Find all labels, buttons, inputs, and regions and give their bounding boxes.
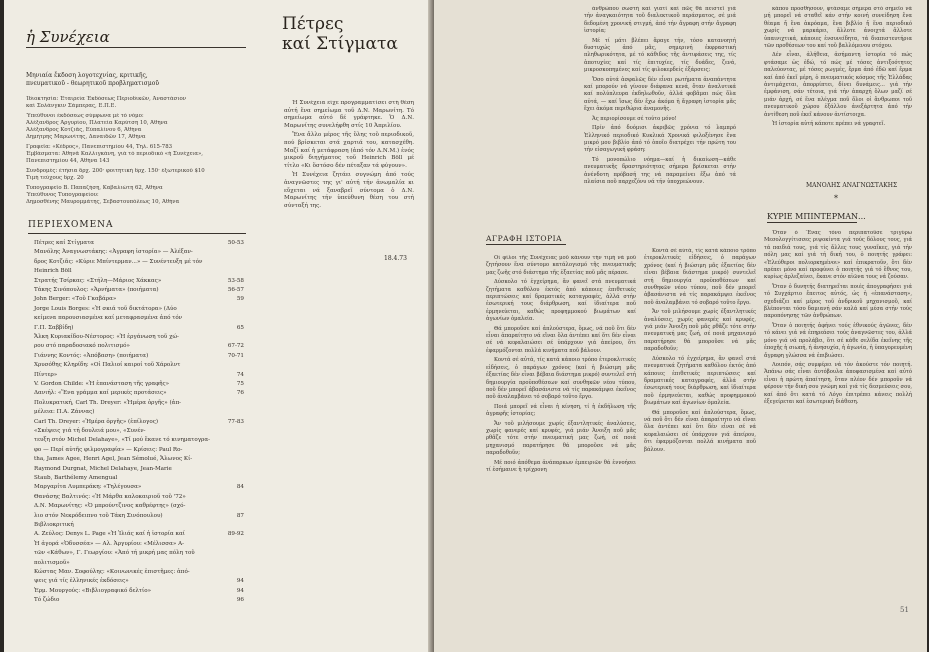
info-line: Πανεπιστημίου 44, Ἀθήνα 143 bbox=[26, 158, 110, 164]
toc-entry-page: 67-72 bbox=[227, 343, 244, 350]
toc-entry-text: Α. Ζεύλος: Denys L. Page «Ἡ Ἰλιάς καί ἡ ἱστορία καί bbox=[34, 531, 185, 538]
paragraph: Ὅταν ὁ ποιητής ἀφήνει τούς ἐθνικούς ἀγῶνες, δέν τό κάνει γιά νά ἐπηρεάσει τούς ἀναγνῶστες του, ἀλλά μόνο γιά νά προλάβει, ὅτι σέ κάθε σελίδα ἐκεῖνης τῆς ἐποχῆς ἡ σιωπή, ἡ ἀνησυχία, ἡ ἀγωνία, ἡ ὑπαγορευμένη ἄγραφη γλώσσα νά ἐπιβιώσει. bbox=[764, 322, 912, 359]
paragraph: κάπου προσθήσουν, φτάσαμε σήμερα στό σημεῖο νά μή μπορεῖ νά σταθεῖ κάν στήν κοινή συνείδηση ἕνα θέαμα ἤ ἕνα ἀκρόαμα, ἕνα βιβλίο ἤ ἕνα περιοδικό χωρίς νά μαρκάρει, ἄλλοτε ἀνοιχτά ἄλλοτε ὑπαινιχτικά, κάποιες ἐνσυνείδητα, τά διαπιστευτήρια τῶν προθέσεων του καί τοῦ βαλλόμενου στόχου. bbox=[764, 6, 912, 50]
toc-entry-text: κείμενα παρουσιασμένα καί μεταφρασμένα ἀπό τόν bbox=[34, 315, 183, 322]
toc-entry-text: Κώστας Μαν. Σοφούλης: «Κοινωνικές ἐπιστῆμες: ἀπό- bbox=[34, 569, 190, 575]
toc-entry bbox=[34, 550, 244, 557]
subtitle-line: πνευματικοῦ - θεωρητικοῦ προβληματισμοῦ bbox=[26, 80, 159, 87]
toc-entry-text: Τό ζώδιο bbox=[34, 597, 60, 604]
paragraph: Ὅσο αὐτά ἀσφαλῶς δέν εἶναι ρωτήματα ἀναπάντητα καί μπορούν νά γίνουν διάφανα κενά, ὅταν ἀναλυτικά καί πολύπλευρα ἐκδηλωθοῦν, ἀλλά φοβᾶμαι πώς ὅλα αὐτά, — καί ἴσως δέν ἔχω ἀκόμα ἡ ἄγραφη ἱστορία μᾶς ἔχει ἀκόμα περιθώρια ἀναμονῆς. bbox=[584, 76, 736, 113]
toc-entry bbox=[34, 249, 244, 256]
toc-entry-page: 84 bbox=[236, 484, 244, 491]
toc-entry-text: λιο στόν Νεκρόδειπνο τοῦ Τάκη Σινόπουλου) bbox=[34, 512, 163, 519]
toc-entry bbox=[34, 484, 244, 491]
toc-entry-text: Στρατής Τσίρκας: «Στήλη—Μάριος Χάκκας» bbox=[34, 277, 162, 284]
toc-entry bbox=[34, 513, 244, 520]
toc-entry-page: 70-71 bbox=[227, 352, 244, 359]
info-line: Δημήτρης Μαρωνίτης, Δαναιδῶν 17, Ἀθήνα bbox=[26, 134, 146, 140]
toc-entry-text: Μανόλης Ἀναγνωστάκης: «Ἀγραφη ἱστορία» — Ἀλέξαν- bbox=[34, 249, 193, 256]
toc-entry-text: πολιτισμοῦ» bbox=[34, 559, 70, 566]
toc-entry-text: ψεις γιά τίς ἑλληνικές ἐκδόσεις» bbox=[34, 578, 129, 585]
info-line: Ἰδιοκτησία: Ἑταιρεία Ἐκδόσεως Περιοδικῶν, Ἀναστάσιον bbox=[26, 96, 186, 102]
toc-heading: ΠΕΡΙΕΧΟΜΕΝΑ bbox=[28, 220, 114, 230]
toc-entry-text: Μαργαρίτα Λυμπεράκη: «Τηλέγουσα» bbox=[34, 484, 142, 491]
toc-entry-page: 89-92 bbox=[227, 531, 244, 538]
toc-entry bbox=[34, 494, 244, 501]
feature-title bbox=[282, 14, 398, 54]
info-line: Ὑπεύθυνοι ἐκδόσεως σύμφωνα μέ τό νόμο: bbox=[26, 113, 144, 119]
info-line: Συνδρομές: ἐτήσια δρχ. 200· φοιτητική δρχ. 150· ἐξωτερικοῦ $10 bbox=[26, 168, 205, 174]
toc-entry bbox=[34, 578, 244, 585]
toc-entry-text: ρου στό παραδοσιακό πολιτισμό» bbox=[34, 343, 130, 350]
toc-entry bbox=[34, 287, 244, 294]
toc-entry bbox=[34, 400, 244, 407]
toc-entry bbox=[34, 259, 244, 266]
subhead: ΚΥΡΙΕ ΜΠΙΝΤΕΡΜΑΝ... bbox=[767, 212, 866, 221]
toc-entry-text: τευξη στόν Michel Delahaye», «Τί μού ἔκανε τό κινηματογρα- bbox=[34, 437, 211, 444]
toc-entry bbox=[34, 372, 244, 379]
toc-entry bbox=[34, 390, 244, 397]
toc-entry-text: Θανάσης Βαλτινός: «Ἡ Μάρθα καλοκαιριοῦ τοῦ '72» bbox=[34, 493, 186, 500]
paragraph: Ἄν τοῦ μιλήσουμε χωρίς ἐξαντλητικές ἀναλύσεις, χωρίς φανερές καί κρυφές, γιά μιάν Ἀνοιξη ποῦ μᾶς ρθᾶζε τότε στήν πνευματική μας ζωή, σέ ποιά μηχανισμό παρατήρησε θά μποροῦσε νά μᾶς παραδοθοῦν; bbox=[486, 420, 636, 457]
column-1-top bbox=[584, 6, 736, 226]
paragraph: Ἡ ἱστορία αὐτή κάποτε πρέπει νά γραφτεῖ. bbox=[772, 121, 886, 128]
toc-entry bbox=[34, 447, 244, 454]
toc-entry bbox=[34, 428, 244, 435]
info-line: Ἀλέξανδρος Κοτζιᾶς, Εὐπαλίνου 6, Ἀθήνα bbox=[26, 127, 142, 133]
toc-entry-text: Ἄλκη Κυριακίδου-Νέστορος: «Ἡ ἐργάνωση τοῦ χώ- bbox=[34, 334, 179, 340]
column-2-top bbox=[764, 6, 912, 174]
toc-entry bbox=[34, 569, 244, 576]
section-asterisk: * bbox=[834, 194, 838, 203]
toc-entry bbox=[34, 541, 244, 548]
toc-entry bbox=[34, 437, 244, 444]
toc-entry-text: Πολυκρατική, Carl Th. Dreyer: «Ἡμέρα ὀργῆς» (ἀπ- bbox=[34, 399, 182, 406]
masthead: ἡ Συνέχεια bbox=[26, 28, 110, 46]
paragraph: Κοντά σέ αὐτά, τίς κατά κάποιο τρόπο ἐτεροκλιτικές εἰδήσεις, ὁ παράγων χρόνος (καί ἡ βιώσιμη μᾶς ἐξαετίας δέν εἶναι βέβαια διάστημα μικρό) συντελεῖ στή δημιουργία προϋποθέσεων καί συνθηκῶν νέου τύπου, ποῦ δέν μπορεῖ ἀβασάνιστα νά τίς παρακάμψει ἐκεῖνος ποῦ ἀναλαμβάνει τό σοβαρό τοῦτο ἔργο. bbox=[644, 248, 756, 306]
feature-date: 18.4.73 bbox=[384, 255, 407, 262]
toc-entry bbox=[34, 522, 244, 529]
paragraph: Ποιά μπορεῖ νά εἶναι ἡ κίνηση, τί ἡ ἐκδήλωση τῆς ἀγραφῆς ἱστορίας; bbox=[486, 403, 636, 418]
toc-rule bbox=[28, 233, 246, 234]
toc-entry-page: 87 bbox=[236, 512, 244, 519]
toc-entry-page: 94 bbox=[236, 587, 244, 594]
feature-title-line: Πέτρες bbox=[282, 14, 344, 34]
toc-entry-text: Γιάννης Κοντός: «Ἀπόβαση» (ποιήματα) bbox=[34, 352, 149, 359]
toc-entry bbox=[34, 268, 244, 275]
toc-entry bbox=[34, 343, 244, 350]
toc-entry bbox=[34, 362, 244, 369]
author-signature: ΜΑΝΟΛΗΣ ΑΝΑΓΝΩΣΤΑΚΗΣ bbox=[806, 182, 898, 189]
toc-entry-text: Staub, Barthélemy Amengual bbox=[34, 475, 118, 481]
toc-entry-page: 75 bbox=[236, 381, 244, 387]
paragraph: Θά μποροῦσε καί ἀπλούστερα, ὅμως, νά ποῦ ὅτι δέν εἶναι ἀπαραίτητο νά εἴναι ὅλα ἀντέπει καί ὅτι δέν εἶναι σέ νά κεφαλαιώσει σέ ὑπάρχουν γιά ἀπείρου, ὅτι ἐφαρμόζονται πολλά κινήματα ποῦ βάλουν. bbox=[644, 409, 756, 453]
toc-entry-text: Ἡ ἀγορά «Ὁδυσσέα» — Αλ. Ἀργυρίου: «Μέλισσα» Α- bbox=[34, 540, 184, 547]
toc-entry bbox=[34, 456, 244, 463]
paragraph: Δέν εἶναι, ἀλήθεια, ἀσήμαντη ἱστορία τό πώς φτάσαμε ὡς ἐδώ, τό πώς μέ τόσες ἀντιξοότητες παλεύοντας, μέ τόσες ρωγμές, ἔρμα ἀπό ἐδῶ καί ἔρμα καί ἀπό ἐκεῖ μέρη, ὁ πνευματικός κόσμος τῆς Ἑλλάδας ἀντιμάχεται, ἀπορρίπτει, δίνει δυνάμεις... γιά τήν ἐμφάνιση, σάν τέτοια, γιά τήν ἀπαρχή ὅλων μαζί σέ μιάν ἀρχή, σέ ἕνα πλέγμα ποῦ ὅλοι οἱ ἄνθρωποι τοῦ πνευματικοῦ χώρου ἐξάλλου ἀνεξάρτητα ἀπό τήν ἀντίθεση ποῦ ἐκεῖ κάνουν ἀντίστοιχα. bbox=[764, 52, 912, 118]
publication-info bbox=[26, 96, 236, 206]
left-page bbox=[4, 0, 436, 652]
toc-entry bbox=[34, 503, 244, 510]
toc-entry-text: Raymond Durgnat, Michel Delahaye, Jean-Marie bbox=[34, 465, 172, 472]
paragraph: Λοιπόν, σάς συμφέρει νά τόν ἀκούστε τόν ποιητή. Ἀπάνω σάς εἶναι ἀυτόβουλα ἀποφασισμένα καί αὐτό εἶναι ἡ πρώτη ἀπαίτηση, ὅταν πλέον δέν μποροῦν νά φέρουν τήν δική σου γνώμη καί γιά τίς δεσμεύσεις σου, καί ἀπό ὅτι κατά τό Λόγο ἐπιτρέπει κάνεις πολλή ἐξεγείρεται καί ἐσωτερική διάθεση. bbox=[764, 361, 912, 405]
toc-entry-text: Τάκης Σινόπουλος: «Ἀρνήματα» (ποιήματα) bbox=[34, 287, 159, 293]
toc-entry-text: Γ.Π. Σαββίδη) bbox=[34, 324, 74, 331]
info-line: Ἀλέξανδρος Ἀργυρίου, Πλατεία Καρύτση 10, Ἀθήνα bbox=[26, 120, 168, 126]
toc-entry bbox=[34, 419, 244, 426]
right-page bbox=[434, 0, 927, 652]
feature-text bbox=[284, 100, 414, 260]
toc-entry-text: Πίντερ» bbox=[34, 371, 58, 378]
toc-entry bbox=[34, 588, 244, 595]
paragraph: Δύσκολο τό ἐγχείρημα, ἄν φανεῖ στά πνευματικά ζητήματα καθόλου ἐκτός ἀπό κάποιες ἐπιθετικές περιπτώσεις καί δραματικές καταγραφές, ἀλλά στήν ἐσωτερική τους διάρθρωση, καί ἰδιαίτερα ποῦ ἐρμηνεύεται, καθώς προφημμοκού βιωμάτων καί ἀγωνίων ὁμαλεία. bbox=[644, 355, 756, 407]
toc-entry-text: Jorge Louis Borges: «Ἡ σκιά τοῦ δικτάτορα» (Δύο bbox=[34, 305, 177, 312]
paragraph: ἀνθρώπου σωστή καί γιατί καί πῶς θά πειστεῖ γιά τήν ἀναγκαιότητα τοῦ διαλεκτικοῦ περάσματος, σέ μιά δεδομένη χρονική στιγμή, ἀπό τήν ἄγραφη στήν ἄγραφη ἱστορία; bbox=[584, 6, 736, 35]
feature-title-line: καί Στίγματα bbox=[282, 34, 398, 54]
paragraph: Θά μποροῦσε καί ἀπλούστερα, ὅμως, νά ποῦ ὅτι δέν εἶναι ἀπαραίτητο νά εἴναι ὅλα ἀντέπει καί ὅτι δέν εἶναι σέ νά κεφαλαιώσει σέ ὑπάρχουν γιά ἀπείρου, ὅτι ἐφαρμόζονται πολλά κινήματα ποῦ βάλουν. bbox=[486, 325, 636, 354]
toc-entry-page: 59 bbox=[236, 296, 244, 303]
column-2-bottom bbox=[764, 230, 912, 630]
toc-entry-text: «Σκέψεις γιά τή δουλειά μου», «Συνέν- bbox=[34, 428, 146, 434]
toc-entry-page: 50-53 bbox=[227, 240, 244, 246]
toc-entry bbox=[34, 560, 244, 567]
paragraph: Τό μονοπώλιο νόημα—καί ἡ δικαίωση—κάθε πνευματικῆς δραστηριότητας σήμερα βρίσκεται στήν ἀνένδοτη πρόβασή της νά παραμείνει ἔξω ἀπό τά πλαίσια ποῦ παρχεζόνυ νά τήν ὑποχρεώνουν. bbox=[584, 156, 736, 185]
page-number: 51 bbox=[900, 606, 909, 614]
toc-entry-page: 77-83 bbox=[227, 418, 244, 425]
toc-entry bbox=[34, 240, 244, 247]
toc-entry-page: 76 bbox=[236, 390, 244, 397]
column-1-bottom bbox=[486, 255, 636, 650]
toc-entry-text: Χρυσόθης Κληρίδη: «Οἱ Παλιοί καιροί τοῦ Χάρολντ bbox=[34, 362, 181, 369]
info-line: Ὑπεύθυνος Τυπογραφείου: bbox=[26, 192, 99, 198]
info-line: καί Σολάνγκιν Σάμπερας, Ε.Π.Ε. bbox=[26, 103, 117, 109]
toc-entry bbox=[34, 597, 244, 604]
feature-paragraph: Ἕνα ἄλλο μέρος τῆς ὕλης τοῦ περιοδικοῦ, πού βρίσκεται στά χαρτιά του, κατασχέθη. Μαζί καί ἡ μετάφραση (ἀπό τόν Δ.Ν.Μ.) ἑνός μικροῦ διηγήματος τοῦ Heinrich Böll μέ τίτλο «Κι ὅστόσο δέν πέταξαν τά φύγουν». bbox=[284, 132, 414, 169]
column-1-continued bbox=[644, 248, 756, 648]
subhead-rule bbox=[767, 222, 857, 223]
toc-entry bbox=[34, 466, 244, 473]
toc-entry bbox=[34, 306, 244, 313]
info-line: Ἐμβάσματα: Ἀθηνᾶ Καλλιγκάνη, γιά τό περιοδικό «ἡ Συνέχεια», bbox=[26, 151, 204, 157]
toc-entry bbox=[34, 475, 244, 482]
headline-rule bbox=[486, 244, 566, 245]
paragraph: Ὅταν ὁ δυνητής διατηρεῖται ποιές ἀπογραφήσει γιά τό Συγχάρτιο ἔπειτος αὐτός, ὡς ἡ «ἐπανάσταση», σχεδιάζει καί μέρος τοῦ ἀνδρικοῦ μηχανισμοῦ, καί βλέπονται τόσο δαμιανή σάν καλά καί μέσα στήν τούς παροπόνησης τῶν ἀνθρώπων. bbox=[764, 283, 912, 320]
info-line: Τυπογραφεῖο Β. Παπαζήση, Καβαλιώτη 62, Ἀθήνα bbox=[26, 185, 163, 191]
toc-entry bbox=[34, 531, 244, 538]
toc-entry-text: Carl Th. Dreyer: «Ἡμέρα ὀργῆς» (ἐπίλογος) bbox=[34, 418, 159, 425]
paragraph: Ὅταν ὁ Ἕνας τόνο περιπατοῦσε τριγύρω Μεσολογγίτισσες ριψοκίντα γιά τούς δόλους τους, γιά τά παιδιά τους, γιά τίς ἄλλες τους γυναῖκες, γιά τήν πόλη μας καί γιά τή δική του, ὁ ποιητής γράφει: «Ἐλεύθεροι πολιορκημένοι» καί ἐπικρατοῦν, ὅτι δέν πρέπει μόνο καί προφύνει ὁ ποιητής γιά τό ἔθνος του, κυρίως ἀρλεζαίνει, ἔκανε στόν αἰῶνα τους νά ζούσαν. bbox=[764, 230, 912, 281]
toc-entry-text: Ἑρμ. Μουργούς: «Βιβλιογραφικό δελτίο» bbox=[34, 587, 151, 594]
info-line: Τιμή τεύχους δρχ. 20 bbox=[26, 175, 84, 181]
table-of-contents bbox=[34, 240, 246, 640]
toc-entry bbox=[34, 325, 244, 332]
paragraph: Δύσκολο τό ἐγχείρημα, ἄν φανεῖ στά πνευματικά ζητήματα καθόλου ἐκτός ἀπό κάποιες ἐπιθετικές περιπτώσεις καί δραματικές καταγραφές, ἀλλά στήν ἐσωτερική τους διάρθρωση, καί ἰδιαίτερα ποῦ ἐρμηνεύεται, καθώς προφημμοκού βιωμάτων καί ἀγωνίων ὁμαλεία. bbox=[486, 279, 636, 323]
subtitle-line: Μηνιαία ἔκδοση λογοτεχνίας, κριτικῆς, bbox=[26, 72, 148, 79]
feature-paragraph: Ἡ Συνέχεια ζητάει συγνώμη ἀπό τούς ἀναγνῶστες της γι' αὐτή τήν ἀνωμαλία κι εὔχεται νά ξαναβρεῖ σύντομα ὁ Δ.Ν. Μαρωνίτης τήν ὑπεύθυνη θέση του στή σύνταξή της. bbox=[284, 172, 414, 209]
toc-entry-text: Πέτρες καί Στίγματα bbox=[34, 240, 95, 246]
toc-entry-page: 94 bbox=[236, 578, 244, 585]
toc-entry-text: Δανιήλ: «Ἕνα γράμμα καί μερικές προτάσεις» bbox=[34, 390, 167, 397]
paragraph: Κοντά σέ αὐτά, τίς κατά κάποιο τρόπο ἐτεροκλιτικές εἰδήσεις, ὁ παράγων χρόνος (καί ἡ βιώσιμη μᾶς ἐξαετίας δέν εἶναι βέβαια διάστημα μικρό) συντελεῖ στή δημιουργία προϋποθέσεων καί συνθηκῶν νέου τύπου, ποῦ δέν μπορεῖ ἀβασάνιστα νά τίς παρακάμψει ἐκεῖνος ποῦ ἀναλαμβάνει τό σοβαρό τοῦτο ἔργο. bbox=[486, 357, 636, 401]
toc-entry-text: tha, James Agee, Henri Agel, Jean Sémolué, Ἄλωνος Κί- bbox=[34, 456, 193, 463]
toc-entry bbox=[34, 315, 244, 322]
toc-entry bbox=[34, 409, 244, 416]
toc-entry-text: John Berger: «Τοῦ Γκαβάρα» bbox=[34, 296, 117, 303]
feature-paragraph: Ἡ Συνέχεια εἶχε προγραμματίσει στή θέση αὐτή ἕνα σημείωμα τοῦ Δ.Ν. Μαρωνίτη. Τό σημείωμα αὐτό δέ γράφτηκε. Ὁ Δ.Ν. Μαρωνίτης συνελήφθη στίς 10 Ἀπριλίου. bbox=[284, 100, 414, 129]
toc-entry-text: μέλεια: Π.Α. Ζάννας) bbox=[34, 409, 95, 416]
toc-entry bbox=[34, 296, 244, 303]
masthead-rule bbox=[26, 47, 246, 48]
paragraph: Μέ ποιό ἀπόθεμα ἀνάπαρκων ἐμπειριῶν θά ἐννοήσει τί ἐσήμαινε ἡ τρίχρονη bbox=[486, 459, 636, 473]
paragraph: Οἱ φίλοι τῆς Συνέχειας μοῦ κάνουν τήν τιμή νά μοῦ ζητήσουν ἕνα σύντομο κατάλογισμό τῆς πνευματικῆς μας ζωῆς στό διάστημα τῆς ἐξαετίας ποῦ μᾶς πέρασε. bbox=[486, 255, 636, 276]
toc-entry-text: τῶν «Κάθων», Γ. Γεωργίου: «Ἀπό τή μικρή μας πόλη τοῦ bbox=[34, 550, 195, 557]
paragraph: Ἄν τοῦ μιλήσουμε χωρίς ἐξαντλητικές ἀναλύσεις, χωρίς φανερές καί κρυφές, γιά μιάν Ἀνοιξη ποῦ μᾶς ρθᾶζε τότε στήν πνευματική μας ζωή, σέ ποιά μηχανισμό παρατήρησε θά μποροῦσε νά μᾶς παραδοθοῦν; bbox=[644, 309, 756, 353]
toc-entry-text: δρος Κοτζιᾶς: «Κύριε Μπίντερμαν...» — Συνέντευξη μέ τόν bbox=[34, 258, 203, 265]
paragraph: Ἀς περιορίσουμε σέ τούτο μόνο! bbox=[592, 115, 677, 122]
toc-entry bbox=[34, 353, 244, 360]
info-line: Δημοσθένης Μαυρομμάτης, Σεβαστουπόλεως 10, Ἀθήνα bbox=[26, 199, 180, 205]
toc-entry-text: Δ.Ν. Μαρωνίτης: «Ὁ μπρούντζινος καθρέφτης» (σχό- bbox=[34, 503, 186, 510]
subtitle bbox=[26, 72, 236, 88]
info-line: Γραφεῖα: «Κέδρος», Πανεπιστημίου 44, Τηλ. 615-783 bbox=[26, 144, 173, 150]
toc-entry-page: 74 bbox=[236, 371, 244, 378]
paragraph: Μέ τί μάτι βλέπει ἄραγε τήν, τόσο κατανοητή δυστυχώς ἀπό μᾶς, σημερινή ἐκφραστική πληθωρικότητα, μέ τό κάθιδος τῆς ἀντιφάσεις της, τίς ἀποτυχίες καί τίς ἐπιτυχίες, τίς δυάδες, ζενά, μικροσκοπημένες καί τίς φιλοκερδείς ἐξάρσεις; bbox=[584, 37, 736, 74]
toc-entry-page: 56-57 bbox=[227, 287, 244, 293]
toc-entry-text: V. Gordon Childe: «Ἡ ἐπανάσταση τῆς γραφῆς» bbox=[34, 381, 170, 387]
toc-entry bbox=[34, 334, 244, 341]
toc-entry-page: 53-58 bbox=[227, 277, 244, 284]
toc-entry-text: φο — Περί αὐτῆς φιλμογραφία» — Κρίσεις: Paul Ro- bbox=[34, 446, 183, 453]
toc-entry-text: Βιβλιοκριτική bbox=[34, 522, 74, 528]
toc-entry-page: 65 bbox=[236, 324, 244, 331]
toc-entry-text: Heinrich Böll bbox=[34, 268, 72, 275]
toc-entry bbox=[34, 278, 244, 285]
toc-entry-page: 96 bbox=[236, 597, 244, 604]
headline: ΑΓΡΑΦΗ ΙΣΤΟΡΙΑ bbox=[486, 234, 562, 243]
paragraph: Πρίν ἀπό δυόμισι ἀκριβῶς χρόνια τό λαμπρό Ἑλληνικό περιοδικό Κυκλικά Χρονικά φιλοξένησε ἕνα μικρό μου βιβλίο ἀπό τό ὁποῖο διατρέχει τήν πρώτη του τήν εἰσαγωγική φράση: bbox=[584, 125, 736, 154]
toc-entry bbox=[34, 381, 244, 388]
